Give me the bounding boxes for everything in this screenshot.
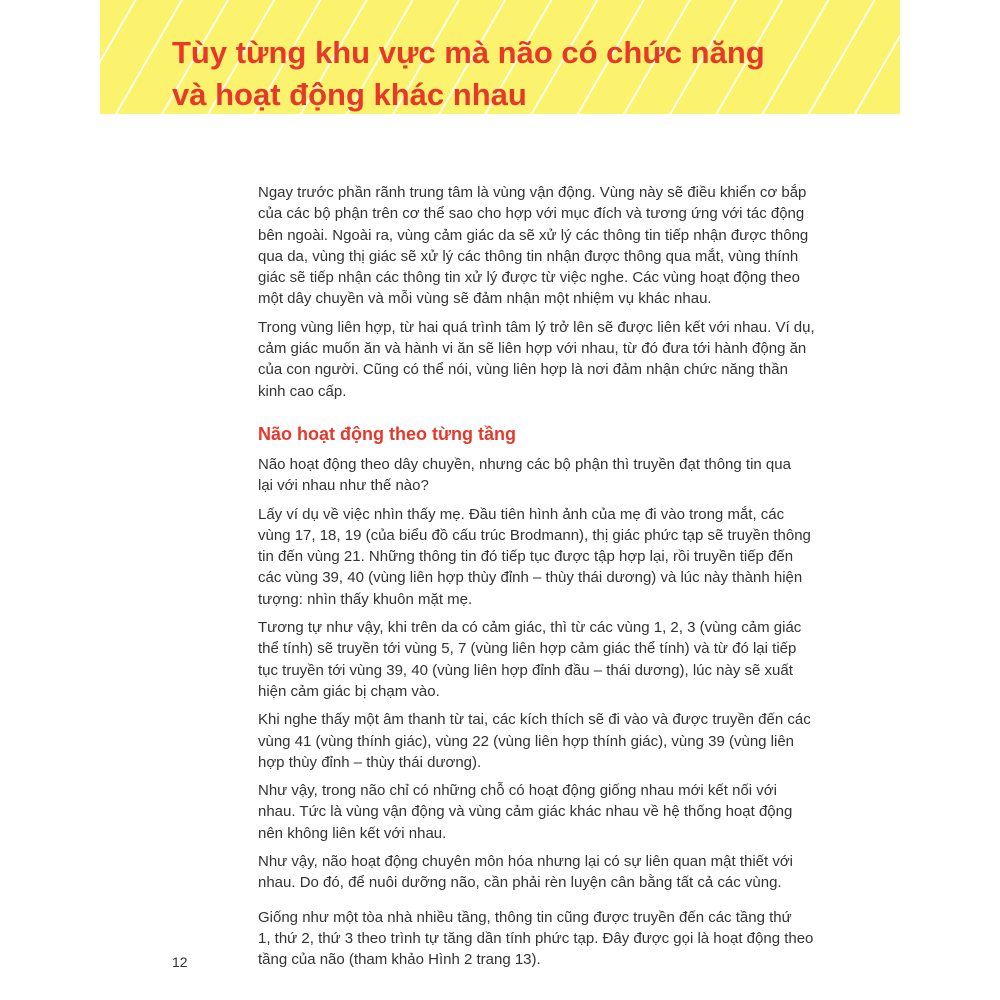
text-line: bên ngoài. Ngoài ra, vùng cảm giác da sẽ xử lý các thông tin tiếp nhận được thông [258,226,809,244]
text-line: Như vậy, não hoạt động chuyên môn hóa nhưng lại có sự liên quan mật thiết với [258,853,794,871]
text-line: hợp thùy đỉnh – thùy thái dương). [258,753,482,771]
text-line: các vùng 39, 40 (vùng liên hợp thùy đỉnh – thùy thái dương) và lúc này thành hiện [258,569,803,587]
text-line: tượng: nhìn thấy khuôn mặt mẹ. [258,590,473,608]
text-line: Giống như một tòa nhà nhiều tầng, thông tin cũng được truyền đến các tầng thứ [258,908,792,926]
paragraph [258,780,848,844]
text-line: tục truyền tới vùng 39, 40 (vùng liên hợp đỉnh đầu – thái dương), lúc này sẽ xuất [258,661,793,679]
paragraph [258,709,848,773]
body-text [258,182,848,978]
paragraph [258,907,848,971]
text-line: cảm giác muốn ăn và hành vi ăn sẽ liên hợp với nhau, từ đó đưa tới hành động ăn [258,340,807,358]
text-line: Khi nghe thấy một âm thanh từ tai, các kích thích sẽ đi vào và được truyền đến các [258,711,811,729]
text-line: Tương tự như vậy, khi trên da có cảm giác, thì từ các vùng 1, 2, 3 (vùng cảm giác [258,619,802,637]
paragraph [258,317,848,402]
text-line: Não hoạt động theo dây chuyền, nhưng các bộ phận thì truyền đạt thông tin qua [258,455,791,473]
section-heading: Não hoạt động theo từng tầng [258,423,516,444]
text-line: thể tính) sẽ truyền tới vùng 5, 7 (vùng liên hợp cảm giác thể tính) và từ đó lại tiếp [258,640,797,658]
paragraph [258,504,848,610]
text-line: vùng 41 (vùng thính giác), vùng 22 (vùng liên hợp thính giác), vùng 39 (vùng liên [258,732,795,750]
title-line: Tùy từng khu vực mà não có chức năng [172,35,765,70]
text-line: giác sẽ tiếp nhận các thông tin xử lý được từ việc nghe. Các vùng hoạt động theo [258,269,800,287]
text-line: 1, thứ 2, thứ 3 theo trình tự tăng dần tính phức tạp. Đây được gọi là hoạt động theo [258,929,814,947]
text-line: nên không liên kết với nhau. [258,824,447,842]
text-line: tin đến vùng 21. Những thông tin đó tiếp tục được tập hợp lại, rồi truyền tiếp đến [258,548,794,566]
paragraph [258,182,848,310]
title-line: và hoạt động khác nhau [172,77,527,112]
text-line: của các bộ phận trên cơ thể sao cho hợp với mục đích và tương ứng với tác động [258,205,805,223]
page-number: 12 [172,954,188,970]
text-line: qua da, vùng thị giác sẽ xử lý các thông tin nhận được thông qua mắt, vùng thính [258,247,799,265]
text-line: Ngay trước phần rãnh trung tâm là vùng vận động. Vùng này sẽ điều khiển cơ bắp [258,184,807,201]
text-line: của con người. Cũng có thể nói, vùng liên hợp là nơi đảm nhận chức năng thần [258,361,788,379]
text-line: kinh cao cấp. [258,382,347,400]
text-line: hiện cảm giác bị chạm vào. [258,682,440,700]
text-line: vùng 17, 18, 19 (của biểu đồ cấu trúc Brodmann), thị giác phức tạp sẽ truyền thông [258,526,811,544]
text-line: một dây chuyền và mỗi vùng sẽ đảm nhận một nhiệm vụ khác nhau. [258,290,712,308]
page-title [172,32,765,116]
text-line: nhau. Tức là vùng vận động và vùng cảm giác khác nhau về hệ thống hoạt động [258,803,793,821]
paragraph [258,454,848,497]
text-line: Như vậy, trong não chỉ có những chỗ có hoạt động giống nhau mới kết nối với [258,782,777,800]
text-line: lại với nhau như thế nào? [258,477,429,495]
paragraph [258,617,848,702]
paragraph [258,851,848,894]
text-line: tầng của não (tham khảo Hình 2 trang 13). [258,951,541,969]
text-line: Trong vùng liên hợp, từ hai quá trình tâm lý trở lên sẽ được liên kết với nhau. Ví dụ, [258,318,815,336]
text-line: Lấy ví dụ về việc nhìn thấy mẹ. Đầu tiên hình ảnh của mẹ đi vào trong mắt, các [258,505,785,523]
text-line: nhau. Do đó, để nuôi dưỡng não, cần phải rèn luyện cân bằng tất cả các vùng. [258,874,782,892]
